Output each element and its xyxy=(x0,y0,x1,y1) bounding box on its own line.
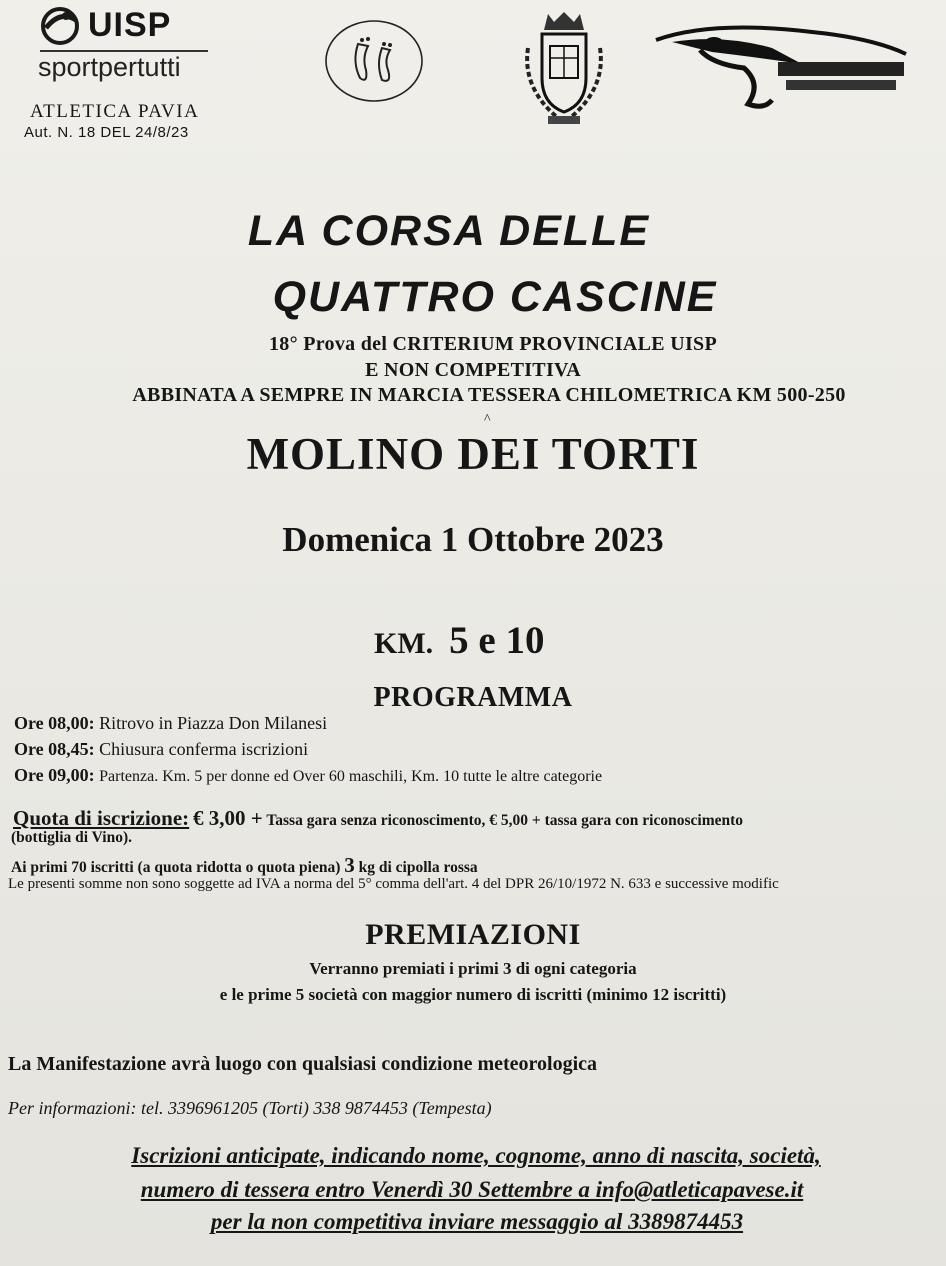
weather-note: La Manifestazione avrà luogo con qualsiasi condizione meteorologica xyxy=(8,1053,598,1075)
uisp-logo-icon xyxy=(40,6,86,46)
fee-line xyxy=(13,806,743,831)
premiazioni-line2: e le prime 5 società con maggior numero di iscritti (minimo 12 iscritti) xyxy=(219,985,727,1004)
registration-line3: per la non competitiva inviare messaggio al 3389874453 xyxy=(210,1209,744,1234)
club-name: ATLETICA PAVIA xyxy=(30,101,200,122)
fee-price: € 3,00 + xyxy=(193,806,263,830)
fee-detail2: (bottiglia di Vino). xyxy=(11,829,133,846)
gift-line xyxy=(11,853,478,878)
registration-line1: Iscrizioni anticipate, indicando nome, cognome, anno di nascita, società, xyxy=(131,1143,821,1168)
municipal-crest-icon xyxy=(518,8,610,128)
caret-mark: ^ xyxy=(484,412,491,427)
programma-heading: PROGRAMMA xyxy=(373,682,573,713)
schedule-item xyxy=(14,765,602,786)
premiazioni-heading: PREMIAZIONI xyxy=(365,918,581,951)
schedule-time: Ore 09,00: xyxy=(14,765,95,785)
uisp-tagline: sportpertutti xyxy=(38,52,181,82)
gift-suffix: kg di cipolla rossa xyxy=(358,859,478,876)
registration-line2: numero di tessera entro Venerdì 30 Settembre a info@atleticapavese.it xyxy=(140,1177,804,1202)
schedule-text: Ritrovo in Piazza Don Milanesi xyxy=(99,713,328,733)
fee-label: Quota di iscrizione: xyxy=(13,806,190,830)
gift-prefix: Ai primi 70 iscritti (a quota ridotta o quota piena) xyxy=(11,859,341,876)
subtitle-line3: ABBINATA A SEMPRE IN MARCIA TESSERA CHILOMETRICA KM 500-250 xyxy=(132,384,846,406)
distance-prefix: KM. xyxy=(374,627,434,660)
fee-detail: Tassa gara senza riconoscimento, € 5,00 + tassa gara con riconoscimento xyxy=(266,812,744,829)
uisp-logo-text: UISP xyxy=(88,6,172,44)
event-location: MOLINO DEI TORTI xyxy=(246,429,700,479)
schedule-item xyxy=(14,739,308,760)
distance-value: 5 e 10 xyxy=(449,619,545,662)
authorization-number: Aut. N. 18 DEL 24/8/23 xyxy=(24,124,189,141)
sempre-in-marcia-badge-icon xyxy=(322,18,426,104)
atletica-runner-logo-icon xyxy=(652,24,912,116)
schedule-text: Partenza. Km. 5 per donne ed Over 60 maschili, Km. 10 tutte le altre categorie xyxy=(99,768,603,785)
event-date: Domenica 1 Ottobre 2023 xyxy=(282,520,664,559)
subtitle-line2: E NON COMPETITIVA xyxy=(365,359,581,381)
schedule-text: Chiusura conferma iscrizioni xyxy=(99,739,309,759)
tax-note: Le presenti somme non sono soggette ad IVA a norma del 5° comma dell'art. 4 del DPR 26/10/1972 N. 633 e successive modific xyxy=(8,876,779,892)
contact-info: Per informazioni: tel. 3396961205 (Torti) 338 9874453 (Tempesta) xyxy=(8,1098,492,1118)
gift-amount: 3 xyxy=(344,853,355,877)
premiazioni-line1: Verranno premiati i primi 3 di ogni categoria xyxy=(309,959,637,978)
schedule-item xyxy=(14,713,327,734)
subtitle-line1: 18° Prova del CRITERIUM PROVINCIALE UISP xyxy=(269,333,717,355)
event-title-line2: QUATTRO CASCINE xyxy=(272,273,718,321)
schedule-time: Ore 08,45: xyxy=(14,739,95,759)
event-title-line1: LA CORSA DELLE xyxy=(247,207,651,255)
schedule-time: Ore 08,00: xyxy=(14,713,95,733)
distance xyxy=(374,618,544,663)
